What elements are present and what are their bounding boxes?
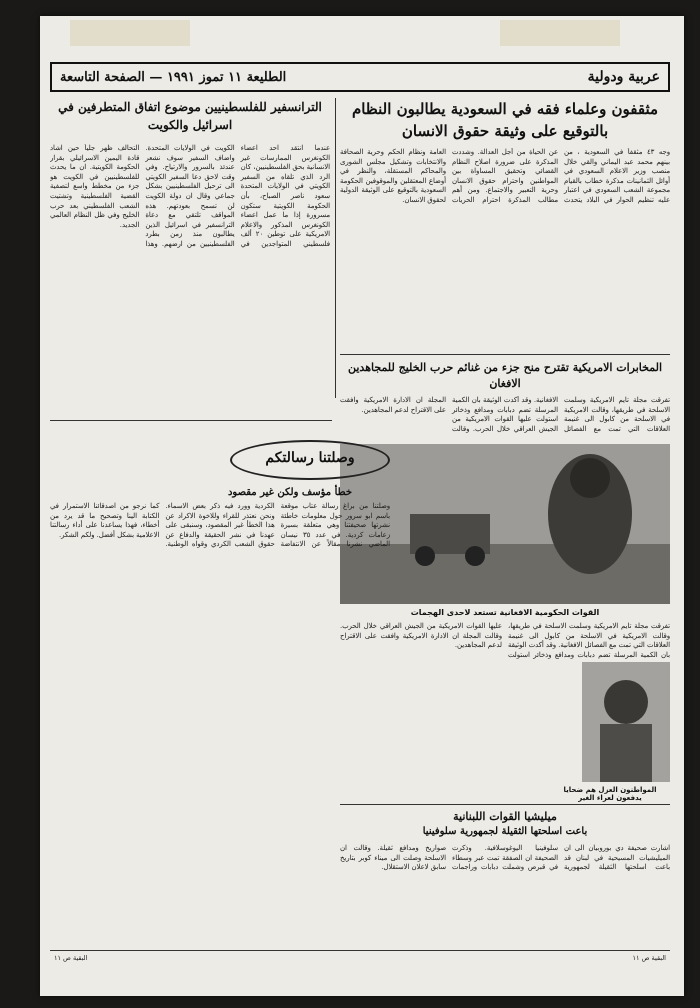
lebanese-headline: ميليشيا القوات اللبنانية — [453, 810, 557, 823]
column-rule — [335, 98, 336, 398]
section-label: عربية ودولية — [587, 69, 660, 85]
civilians-photo — [582, 662, 670, 782]
cia-headline: المخابرات الامريكية تقترح منح جزء من غنائم حرب الخليج للمجاهدين الافغان — [347, 361, 663, 390]
transfer-headline: الترانسفير للفلسطينيين موضوع اتفاق المتطرفين في اسرائيل والكويت — [58, 100, 322, 132]
letter-body: وصلتنا من براغ رسالة عتاب موقعة باسم ابو سرور حول معلومات خاطئة نشرتها صحيفتنا وهي متعلقة بسيرة زعامات كردية. في عدد ٣٥ نيسان الماضي نشرنا مقالاً عن الانتفاضة الكردية وورد فيه ذكر بعض الاسماء. ونحن نعتذر للقراء وللاخوة الاكراد عن هذا الخطأ غير المقصود، وسنبقى على عهدنا في نشر الحقيقة والدفاع عن حقوق الشعب الكردي وقواه الوطنية. كما نرجو من اصدقائنا الاستمرار في الكتابة الينا وتصحيح ما قد يرد من أخطاء، فهذا يساعدنا على أداء رسالتنا الاعلامية بشكل أفضل. ولكم الشكر. — [50, 502, 390, 549]
saudi-headline: مثقفون وعلماء فقه في السعودية يطالبون النظام بالتوقيع على وثيقة حقوق الانسان — [351, 100, 659, 140]
letters-badge — [230, 440, 390, 480]
column-rule — [50, 420, 332, 421]
civilians-photo-graphic — [582, 662, 670, 782]
tape-strip — [70, 20, 190, 46]
transfer-body: عندما انتقد احد اعضاء الكونغرس الممارسات غير الانسانية بحق الفلسطينيين، كان الرد الذي تلقاه من السفير الكويتي في الولايات المتحدة سعود ناصر الصباح، بأن الحكومة الكويتية ستكون مسرورة إذا ما عمل اعضاء الكونغرس المذكور والاعلام الامريكية على توطين ٢٠ ألف فلسطيني المتواجدين في الكويت في الولايات المتحدة. واضاف السفير سوف نشعر عندئذ بالسرور والارتياح. وفي وقت لاحق دعا السفير الكويتي الى ترحيل الفلسطينيين بشكل جماعي وقال ان دولة الكويت لن تسمح بعودتهم. هذه المواقف تلتقي مع دعاة الترانسفير في اسرائيل الذين يطالبون منذ زمن بطرد الفلسطينيين من ارضهم. وهذا التحالف ظهر جلياً حين اشاد قادة اليمين الاسرائيلي بقرار الحكومة الكويتية. ان ما يحدث للفلسطينيين في الكويت هو جزء من مخطط واسع لتصفية القضية الفلسطينية وتشتيت الشعب الفلسطيني بعد حرب الخليج وفي ظل النظام العالمي الجديد. — [50, 144, 330, 248]
lebanese-subhead: باعت اسلحتها الثقيلة لجمهورية سلوفينيا — [422, 826, 588, 837]
cia-body: تفرقت مجلة تايم الامريكية وسلمت الاسلحة في طريقها، وقالت الامريكية في الاسلحة من كابول الى غنيمة العلاقات التي تمت مع الفصائل الافغانية. وقد أكدت الوثيقة بان الكمية المرسلة تضم دبابات ومدافع وذخائر استولت عليها القوات الامريكية من الجيش العراقي خلال الحرب. وقالت المجلة ان الادارة الامريكية وافقت على الاقتراح لدعم المجاهدين. — [340, 396, 670, 433]
civilians-caption: المواطنون العزل هم ضحايا يدفعون لعراء الغير — [563, 786, 657, 802]
saudi-body: وجه ٤٣ مثقفاً في السعودية ، من بينهم محمد عبد اليماني والقي خلال منصب وزير الاعلام السعودي في أوائل الثمانينات مذكرة خطاب بالقيام مجموعة الشعب السعودي في اعتبار عليه تنظيم الحوار في البلاد يتحدث عن الحياة من أجل العدالة. وشددت المذكرة على ضرورة اصلاح النظام القضائي وتحقيق المساواة بين المواطنين واحترام حقوق الانسان وحرية التعبير والاجتماع. ومن أهم مطالب المذكرة احترام الحريات العامة ونظام الحكم وحرية الصحافة والانتخابات وتشكيل مجلس الشورى والمحاكم المستقلة، والنظر في أوضاع المعتقلين والموقوفين الحكومة السعودية بالتوقيع على الوثيقة الدولية لحقوق الانسان. — [340, 148, 670, 204]
letter-headline: خطأ مؤسف ولكن غير مقصود — [227, 487, 353, 498]
photo-caption: القوات الحكومية الافغانية تستعد لاحدى الهجمات — [410, 608, 600, 617]
footer-rule — [50, 950, 670, 951]
tape-strip — [500, 20, 620, 46]
footer-left: البقية ص ١١ — [54, 954, 88, 962]
column-rule — [340, 804, 670, 805]
lebanese-body: اشارت صحيفة دي بوروبيان الى ان الميليشيات المسيحية في لبنان قد باعت اسلحتها الثقيلة لجمهورية سلوفينيا اليوغوسلافية. وذكرت الصحيفة ان الصفقة تمت عبر وسطاء في قبرص وشملت دبابات وراجمات صواريخ ومدافع ثقيلة. وقالت ان الاسلحة وصلت الى ميناء كوبر بتاريخ سابق لاعلان الاستقلال. — [340, 844, 670, 872]
footer-right: البقية ص ١١ — [632, 954, 666, 962]
column-rule — [340, 354, 670, 355]
page-content — [50, 62, 670, 970]
afghan-continued: تفرقت مجلة تايم الامريكية وسلمت الاسلحة في طريقها، وقالت الامريكية في الاسلحة من كابول الى غنيمة العلاقات التي تمت مع الفصائل الافغانية. وقد أكدت الوثيقة بان الكمية المرسلة تضم دبابات ومدافع وذخائر استولت عليها القوات الامريكية من الجيش العراقي خلال الحرب. وقالت المجلة ان الادارة الامريكية وافقت على الاقتراح لدعم المجاهدين. — [340, 622, 670, 659]
page-header — [50, 62, 670, 92]
dateline: الطليعة ١١ تموز ١٩٩١ — الصفحة التاسعة — [60, 69, 287, 85]
letters-badge-title: وصلتنا رسالتكم — [265, 450, 355, 466]
